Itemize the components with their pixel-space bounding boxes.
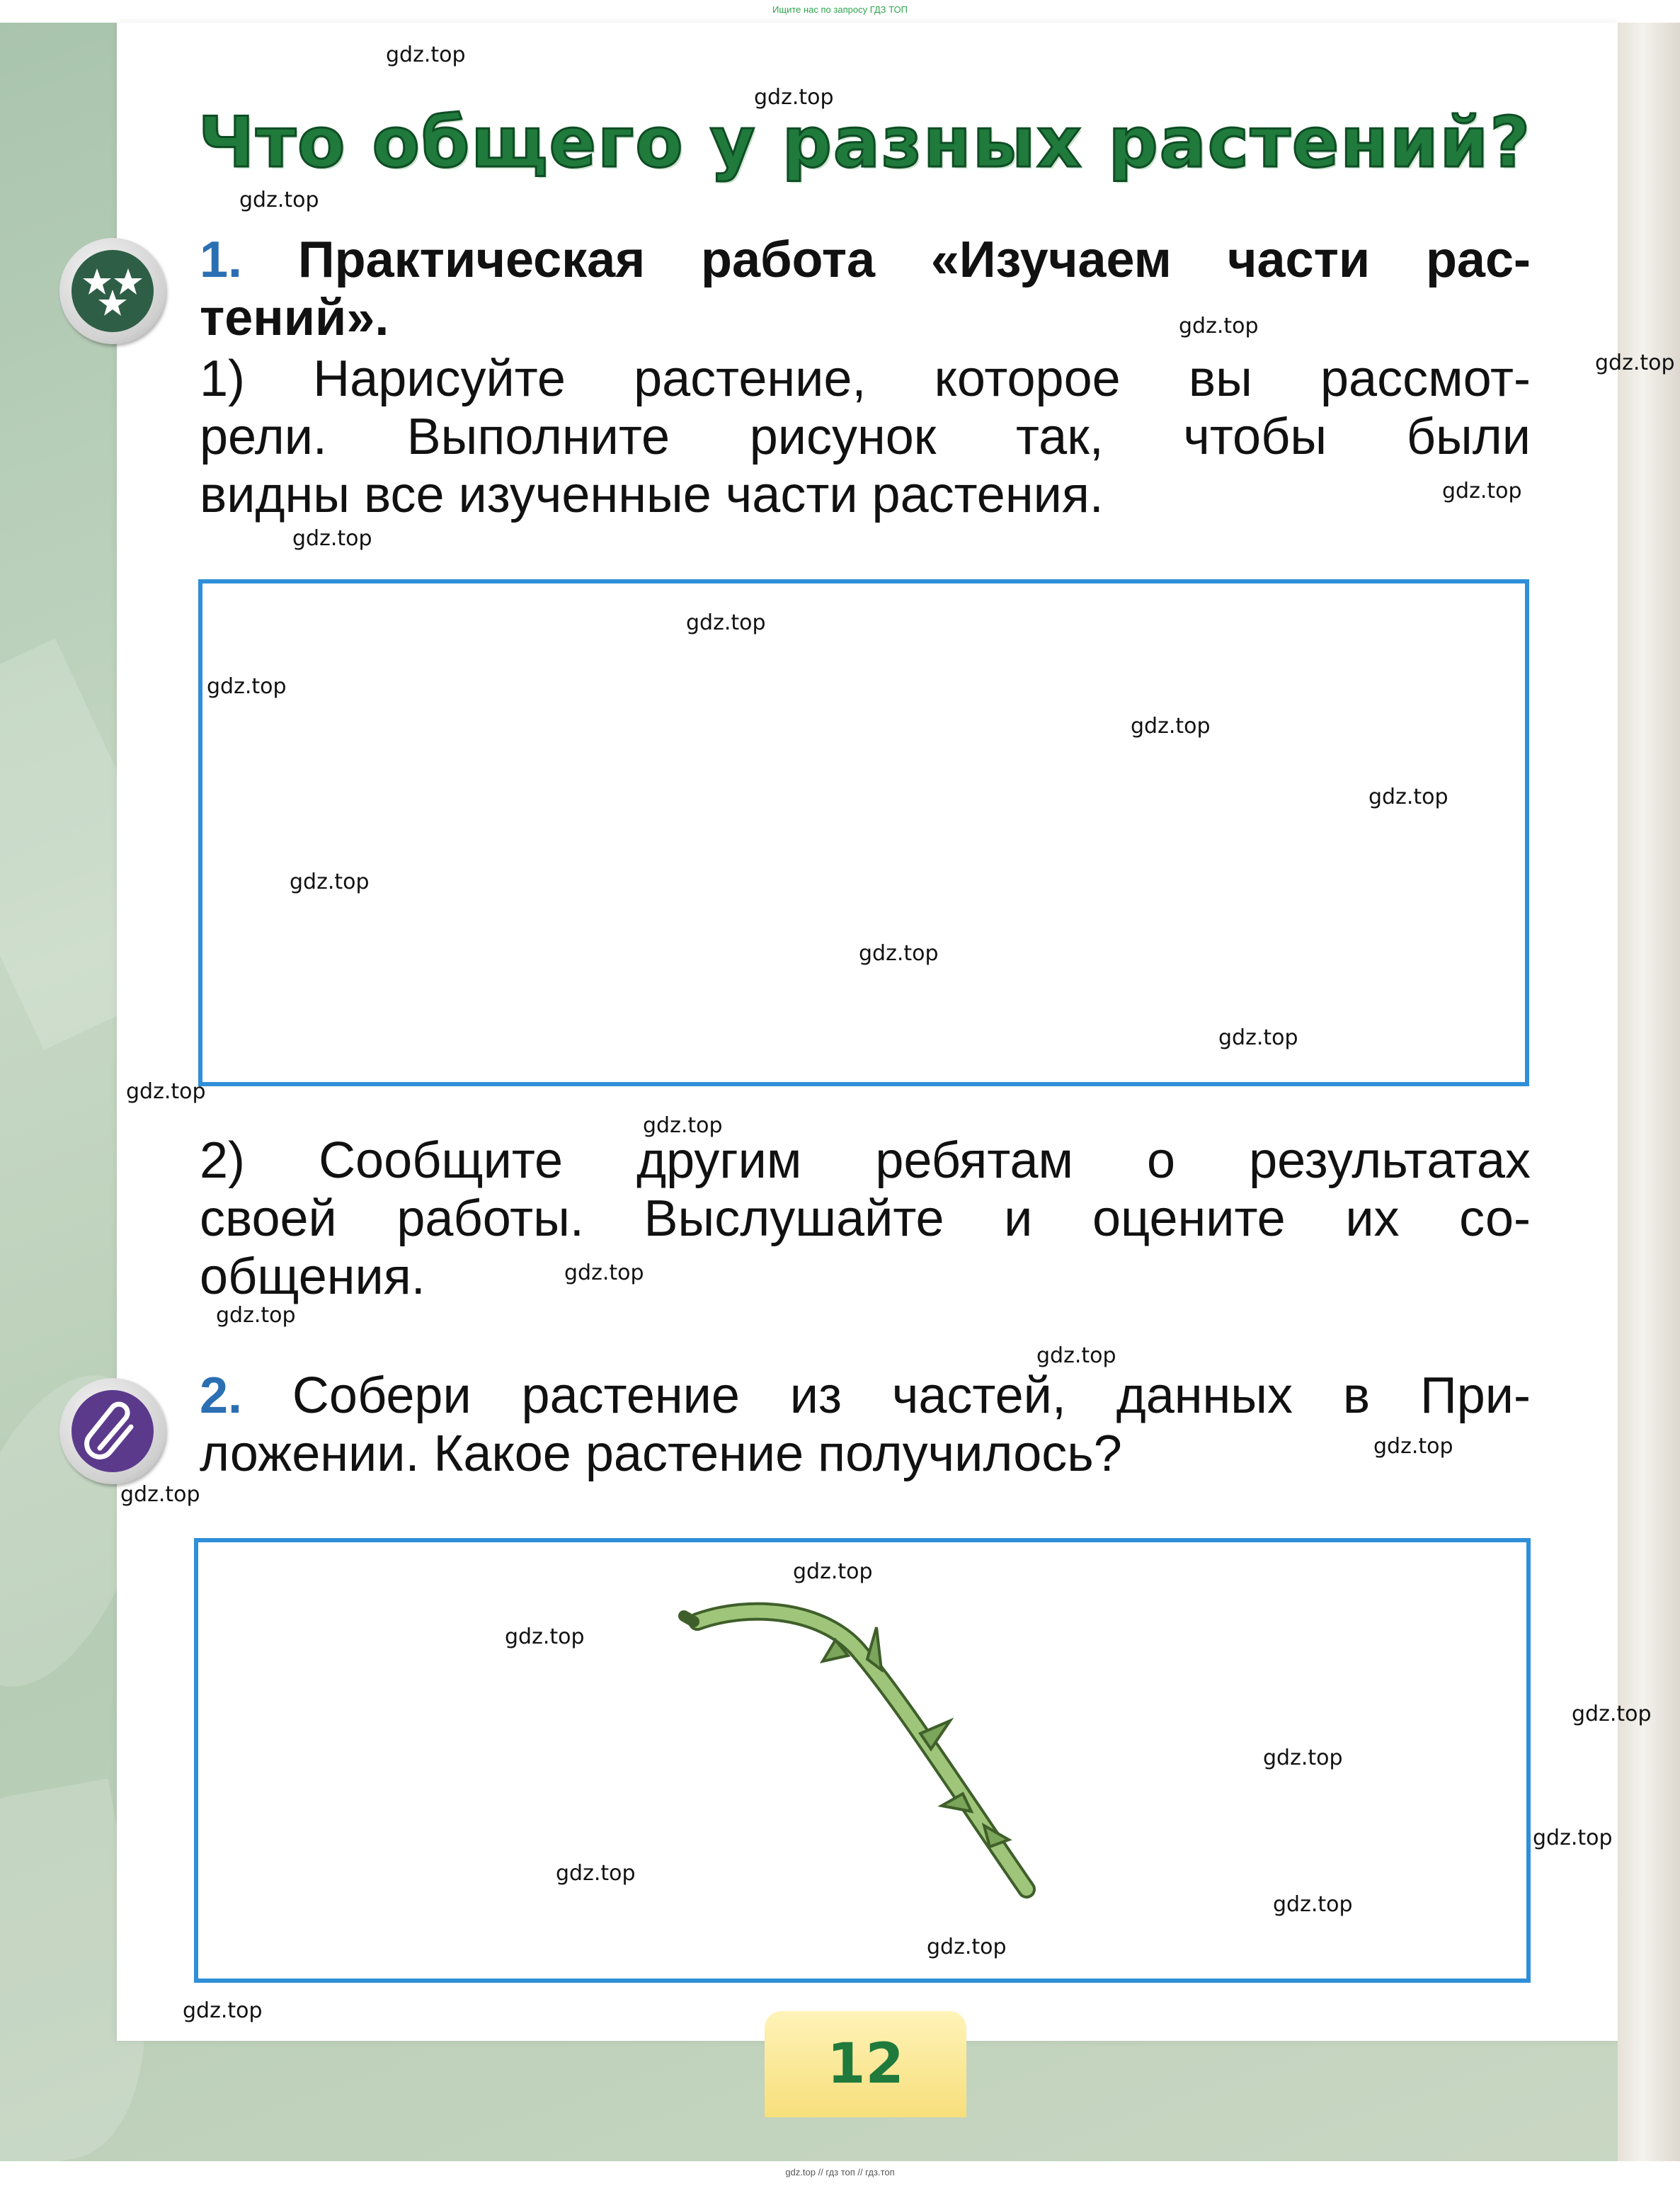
task1-number: 1. (200, 232, 243, 288)
watermark: gdz.top (1595, 351, 1675, 375)
watermark: gdz.top (859, 941, 939, 966)
watermark: gdz.top (290, 870, 370, 894)
task1-step1 (200, 350, 1531, 524)
watermark: gdz.top (120, 1482, 200, 1507)
paperclip-task-icon (59, 1378, 166, 1484)
task1-step1-line3: видны все изученные части растения. (200, 467, 1104, 523)
watermark: gdz.top (643, 1113, 723, 1138)
top-note: Ищите нас по запросу ГДЗ ТОП (772, 4, 908, 15)
drawing-area[interactable] (198, 579, 1529, 1086)
watermark: gdz.top (1533, 1826, 1613, 1850)
watermark: gdz.top (1218, 1025, 1298, 1050)
task1-step2 (200, 1132, 1531, 1306)
watermark: gdz.top (1572, 1702, 1652, 1726)
watermark: gdz.top (183, 1998, 263, 2023)
watermark: gdz.top (1442, 479, 1522, 503)
stars-task-icon (59, 238, 166, 344)
watermark: gdz.top (1368, 785, 1448, 809)
watermark: gdz.top (1373, 1434, 1453, 1459)
task1-step2-line2: своей работы. Выслушайте и оцените их со- (200, 1190, 1531, 1247)
task2-line1: Собери растение из частей, данных в При- (292, 1367, 1531, 1424)
task1-step1-line2: рели. Выполните рисунок так, чтобы были (200, 409, 1531, 465)
watermark: gdz.top (1131, 714, 1211, 739)
page-title: Что общего у разных растений? (198, 103, 1532, 183)
task1-heading-line2: тений». (200, 290, 389, 346)
paperclip-icon (72, 1390, 154, 1472)
bottom-note: gdz.top // гдз топ // гдз.топ (785, 2167, 895, 2178)
watermark: gdz.top (1179, 314, 1259, 338)
watermark: gdz.top (239, 188, 319, 212)
watermark: gdz.top (292, 526, 372, 551)
watermark: gdz.top (126, 1079, 206, 1104)
watermark: gdz.top (386, 42, 466, 67)
watermark: gdz.top (505, 1624, 585, 1649)
task2-text (200, 1367, 1531, 1483)
watermark: gdz.top (564, 1260, 644, 1285)
task1-heading (200, 231, 1531, 347)
watermark: gdz.top (793, 1559, 873, 1584)
task1-heading-line1: Практическая работа «Изучаем части рас- (297, 232, 1531, 288)
task1-step2-line1: 2) Сообщите другим ребятам о результатах (200, 1132, 1531, 1189)
watermark: gdz.top (1263, 1746, 1343, 1770)
watermark: gdz.top (686, 610, 766, 635)
watermark: gdz.top (207, 674, 287, 699)
watermark: gdz.top (754, 85, 834, 110)
task2-line2: ложении. Какое растение получилось? (200, 1425, 1122, 1482)
watermark: gdz.top (216, 1303, 296, 1328)
watermark: gdz.top (927, 1935, 1007, 1959)
task1-step2-line3: общения. (200, 1248, 425, 1305)
watermark: gdz.top (1273, 1892, 1353, 1917)
page-number: 12 (827, 2032, 904, 2096)
page-edge (1618, 23, 1680, 2161)
task2-number: 2. (200, 1367, 243, 1424)
stars-icon (72, 250, 154, 332)
watermark: gdz.top (556, 1861, 636, 1886)
watermark: gdz.top (1036, 1343, 1116, 1368)
task1-step1-line1: 1) Нарисуйте растение, которое вы рассмот- (200, 351, 1531, 407)
